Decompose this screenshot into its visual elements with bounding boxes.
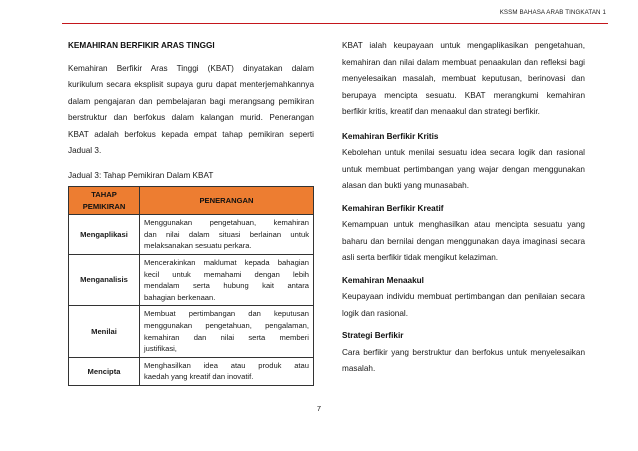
paragraph-line: Kebolehan untuk menilai sesuatu idea secara logik dan rasional: [342, 148, 585, 157]
left-column: [68, 38, 314, 386]
cell-line: justifikasi,: [144, 344, 177, 354]
paragraph-line: KBAT adalah berfokus kepada empat tahap pemikiran seperti: [68, 129, 314, 139]
paragraph-line: asli serta berfikir tidak mengikut kelaziman.: [342, 253, 499, 262]
page-number: 7: [316, 404, 322, 413]
right-column: [342, 38, 585, 378]
paragraph-line: logik dan rasional.: [342, 308, 408, 318]
table-row: [69, 306, 314, 357]
paragraph-line: Cara berfikir yang berstruktur dan berfokus untuk menyelesaikan: [342, 347, 585, 357]
paragraph-line: dalam pengajaran dan pembelajaran bagi merangsang pemikiran: [68, 96, 314, 106]
description-cell: [140, 357, 314, 385]
table-row: [69, 357, 314, 385]
kbat-intro-paragraph: [68, 61, 314, 160]
cell-line: menggunakan pengetahuan, pengalaman,: [144, 320, 309, 330]
description-cell: [140, 215, 314, 255]
cell-line: Membuat pertimbangan dan keputusan: [144, 309, 309, 319]
paragraph-line: Kemahiran Berfikir Aras Tinggi (KBAT) dinyatakan dalam: [68, 63, 314, 73]
paragraph-line: berupaya mencipta sesuatu. KBAT merangkumi kemahiran: [342, 90, 585, 100]
stage-cell: Mengaplikasi: [69, 215, 140, 255]
paragraph-line: KBAT ialah keupayaan untuk mengaplikasikan pengetahuan,: [342, 41, 585, 50]
header-divider: [62, 23, 608, 24]
running-header: KSSM BAHASA ARAB TINGKATAN 1: [499, 9, 606, 16]
subsection-heading: Strategi Berfikir: [342, 331, 404, 340]
thinking-levels-table: [68, 186, 314, 386]
table-row: [69, 254, 314, 305]
column-header-description: PENERANGAN: [140, 187, 314, 215]
cell-line: Menggunakan pengetahuan, kemahiran: [144, 218, 309, 228]
cell-line: melaksanakan sesuatu perkara.: [144, 241, 252, 251]
section-heading: KEMAHIRAN BERFIKIR ARAS TINGGI: [68, 41, 215, 50]
stage-cell: Menilai: [69, 306, 140, 357]
subsection-heading: Kemahiran Berfikir Kreatif: [342, 203, 444, 213]
subsection-heading: Kemahiran Menaakul: [342, 275, 424, 285]
paragraph-line: baharu dan bernilai dengan menggunakan daya imaginasi secara: [342, 236, 585, 246]
cell-line: Mencerakinkan maklumat kepada bahagian: [144, 257, 309, 267]
paragraph-line: berstruktur dan berfokus dalam kalangan murid. Penerangan: [68, 113, 314, 122]
kbat-definition-paragraph: [342, 38, 585, 121]
subsection-heading: Kemahiran Berfikir Kritis: [342, 131, 439, 141]
column-header-level: TAHAP PEMIKIRAN: [69, 187, 140, 215]
paragraph-line: alasan dan bukti yang munasabah.: [342, 181, 469, 190]
paragraph-line: Jadual 3.: [68, 146, 102, 155]
paragraph-line: kurikulum secara eksplisit supaya guru dapat menterjemahkannya: [68, 80, 314, 89]
paragraph-line: Kemampuan untuk menghasilkan atau mencipta sesuatu yang: [342, 220, 585, 229]
paragraph-line: menyelesaikan masalah, membuat keputusan, berinovasi dan: [342, 74, 585, 83]
cell-line: kecil untuk memahami dengan lebih: [144, 269, 309, 279]
paragraph-line: masalah.: [342, 364, 376, 373]
paragraph-line: berfikir kritis, kreatif dan menaakul dan strategi berfikir.: [342, 107, 540, 116]
paragraph-line: Keupayaan individu membuat pertimbangan dan penilaian secara: [342, 292, 585, 301]
stage-cell: Menganalisis: [69, 254, 140, 305]
cell-line: dan nilai dalam situasi berlainan untuk: [144, 229, 309, 239]
cell-line: kemahiran dan nilai serta memberi: [144, 332, 309, 342]
table-row: [69, 215, 314, 255]
table-header-row: [69, 187, 314, 215]
stage-cell: Mencipta: [69, 357, 140, 385]
table-caption: Jadual 3: Tahap Pemikiran Dalam KBAT: [68, 170, 214, 180]
cell-line: bahagian berkenaan.: [144, 292, 216, 302]
cell-line: Menghasilkan idea atau produk atau: [144, 360, 309, 370]
paragraph-line: kemahiran dan nilai dalam membuat penaakulan dan refleksi bagi: [342, 57, 585, 67]
cell-line: mendalam serta hubung kait antara: [144, 281, 309, 291]
description-cell: [140, 306, 314, 357]
description-cell: [140, 254, 314, 305]
cell-line: kaedah yang kreatif dan inovatif.: [144, 372, 254, 382]
paragraph-line: untuk membuat pertimbangan yang wajar dengan menggunakan: [342, 164, 585, 174]
